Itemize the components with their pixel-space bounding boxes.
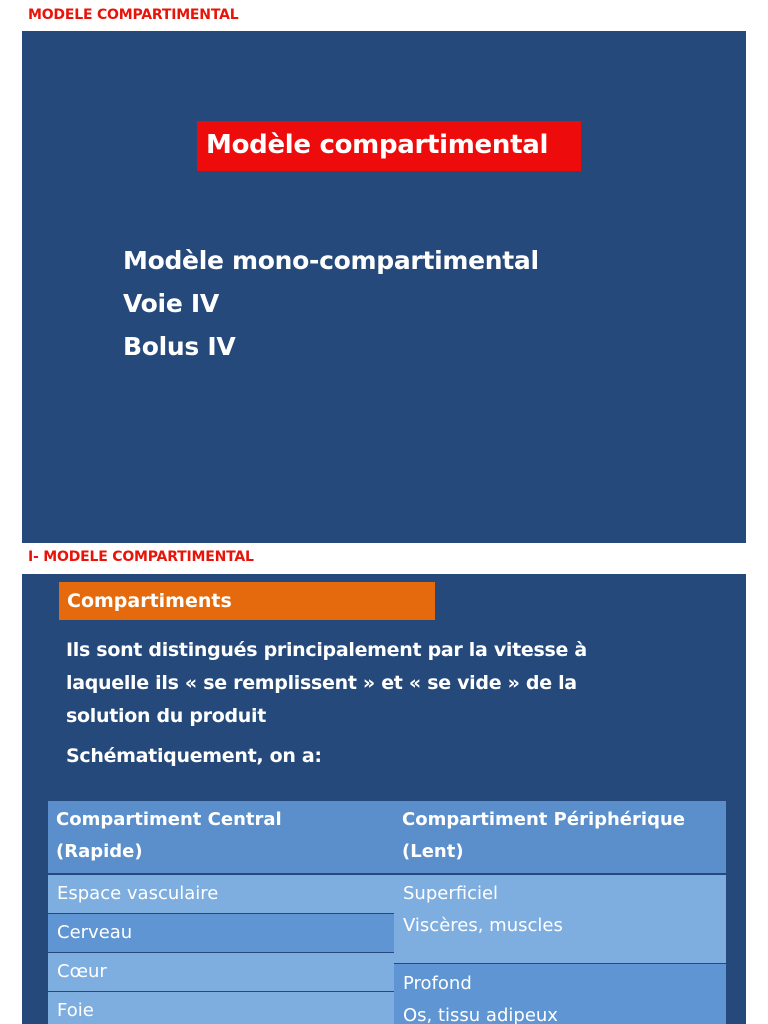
- table-cell: Cœur: [48, 953, 394, 991]
- compartiments-title-box: Compartiments: [59, 582, 435, 620]
- bullet-list: [123, 239, 539, 368]
- bullet-item: Modèle mono-compartimental: [123, 246, 539, 275]
- section-header-2: I- MODELE COMPARTIMENTAL: [28, 549, 254, 565]
- paragraph-line: solution du produit: [66, 705, 266, 727]
- compartments-table: [48, 801, 726, 1024]
- section-header-1: MODELE COMPARTIMENTAL: [28, 7, 239, 23]
- paragraph-line: laquelle ils « se remplissent » et « se vide » de la: [66, 672, 577, 694]
- header-line: (Lent): [402, 841, 464, 862]
- header-line: Compartiment Central: [56, 809, 282, 830]
- cell-line: Viscères, muscles: [403, 915, 563, 936]
- peripheral-compartment-header: [394, 801, 726, 873]
- slide-title: Modèle compartimental: [197, 121, 581, 171]
- superficial-cell: [394, 875, 726, 963]
- cell-line: Os, tissu adipeux: [403, 1005, 558, 1024]
- header-line: (Rapide): [56, 841, 143, 862]
- central-compartment-header: [48, 801, 394, 873]
- deep-cell: [394, 964, 726, 1024]
- description-paragraph: [66, 634, 706, 773]
- cell-line: Superficiel: [403, 883, 499, 904]
- header-line: Compartiment Périphérique: [402, 809, 685, 830]
- slide-2: [22, 574, 746, 1024]
- schematic-line: Schématiquement, on a:: [66, 745, 322, 767]
- bullet-item: Bolus IV: [123, 332, 236, 361]
- table-cell: Espace vasculaire: [48, 875, 394, 913]
- cell-line: Profond: [403, 973, 472, 994]
- table-cell: Cerveau: [48, 914, 400, 952]
- paragraph-line: Ils sont distingués principalement par la vitesse à: [66, 639, 587, 661]
- bullet-item: Voie IV: [123, 289, 219, 318]
- table-cell: Foie: [48, 992, 394, 1024]
- slide-1: [22, 31, 746, 543]
